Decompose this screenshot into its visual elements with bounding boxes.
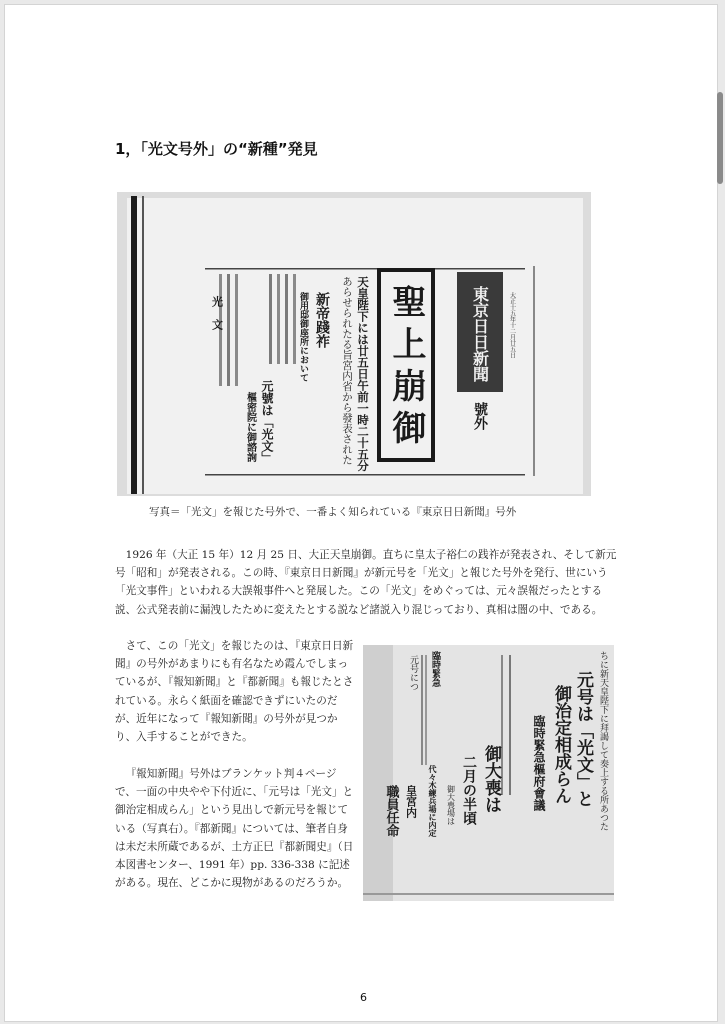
tokyo-nichinichi-gogai-photo bbox=[117, 192, 591, 496]
vertical-scrollbar[interactable] bbox=[716, 0, 723, 1024]
photo-caption: 写真＝「光文」を報じた号外で、一番よく知られている『東京日日新聞』号外 bbox=[149, 506, 517, 518]
headline-seijo-hogyo: 聖上崩御 bbox=[386, 284, 426, 452]
side-text-e: 代々木練兵場に内定 bbox=[428, 765, 438, 837]
document-page bbox=[4, 4, 718, 1022]
side-text-c: 皇宮内 bbox=[404, 785, 418, 818]
gozen-text: 御用邸御座所において bbox=[298, 292, 308, 382]
page-number: 6 bbox=[360, 991, 367, 1004]
era-headline-text: 元號は「光文」 bbox=[260, 380, 274, 464]
headline-a: 元号は「光文」と bbox=[573, 671, 593, 807]
date-line-text: 大正十五年十二月廿五日 bbox=[508, 292, 516, 358]
paragraph-hochi-details: 『報知新聞』号外はブランケット判４ページで、一面の中央やや下付近に、「元号は「光文」と御治定相成らん」という見出しで新元号を報じている（写真右）。『都新聞』については、筆者自身は未だ未所蔵であるが、土方正巳『都新聞史』（日本図書センター、1991 年）pp. 336-338 に記述がある。現在、どこかに現物があるのだろうか。 bbox=[115, 768, 354, 890]
paragraph-hochi-discovery: さて、この「光文」を報じたのは、『東京日日新聞』の号外があまりにも有名なため霞んでしまっているが、『報知新聞』と『都新聞』も報じたとされている。永らく紙面を確認できずにいたのだが、近年になって『報知新聞』の号外が見つかり、入手することができた。 bbox=[115, 640, 354, 744]
headline-c: 臨時緊急樞府會議 bbox=[532, 715, 546, 811]
headline-e: 二月の半頃 bbox=[461, 755, 477, 825]
era-small-text: 光文 bbox=[210, 296, 224, 342]
new-emperor-text: 新帝踐祚 bbox=[314, 292, 330, 348]
headline-d: 御大喪は bbox=[481, 745, 501, 813]
hochi-shimbun-gogai-photo bbox=[363, 645, 614, 901]
gogai-text: 號外 bbox=[472, 402, 488, 430]
headline-b: 御治定相成らん bbox=[551, 685, 571, 804]
scrollbar-thumb[interactable] bbox=[717, 92, 723, 184]
masthead-text: 東京日日新聞 bbox=[470, 286, 490, 382]
side-text-d: 職員任命 bbox=[383, 785, 399, 837]
side-text-f: 臨時緊急 bbox=[430, 651, 440, 687]
paragraph-intro: 1926 年（大正 15 年）12 月 25 日、大正天皇崩御。直ちに皇太子裕仁の践祚が発表され、そして新元号「昭和」が発表される。この時、『東京日日新聞』が新元号を「光文」と報じた号外を発行、世にいう「光文事件」といわれる大誤報事件へと発展した。この「光文」をめぐっては、元々誤報だったとする説、公式発表前に漏洩したために変えたとする説など諸説入り混じっており、真相は闇の中、である。 bbox=[115, 549, 617, 616]
headline-f: 御大喪場は bbox=[446, 785, 456, 825]
sub-headline-a: 天皇陛下には廿五日午前一時二十五分 bbox=[356, 276, 370, 472]
section-heading: 1，「光文号外」の“新種”発見 bbox=[115, 140, 318, 158]
side-text-b: 元号につ bbox=[408, 655, 418, 691]
privy-council-text: 樞密院に御諮詢 bbox=[244, 392, 256, 462]
sub-headline-b: あらせられたる旨宮内省から發表された bbox=[341, 276, 353, 465]
side-text-a: ちに新天皇陛下に拜謁して奏上する所あつた bbox=[598, 651, 608, 831]
